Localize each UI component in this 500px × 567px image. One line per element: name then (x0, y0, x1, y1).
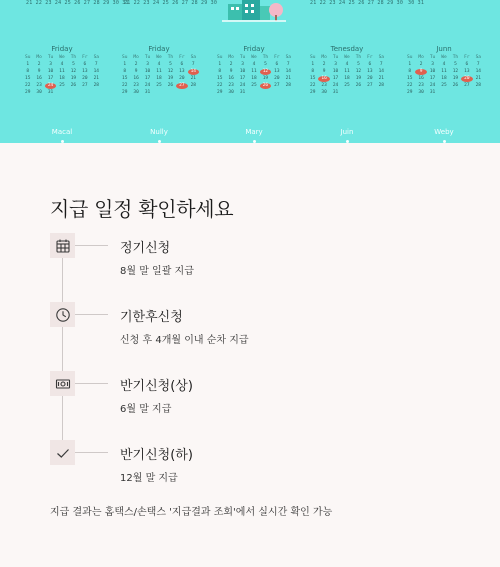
strip-3: 21 22 23 24 25 26 27 28 29 30 (310, 0, 404, 6)
strip-1: 21 22 23 24 25 26 27 28 29 30 31 (26, 0, 129, 6)
step-title: 반기신청(하) (120, 448, 193, 463)
mini-calendar-title: Junn (436, 45, 452, 53)
top-calendar-strip (0, 0, 500, 22)
step-connector (75, 383, 108, 384)
clock-icon (50, 302, 75, 327)
mini-calendar-grid: Su Mo Tu We Th Fr Sa 1 2 3 4 5 6 7 8 9 10 11 12 13 14 15 16 17 18 19 20 21 22 23 24 25 26 27 28 29 30 31 (25, 55, 99, 95)
mini-calendar-grid: Su Mo Tu We Th Fr Sa 1 2 3 4 5 6 7 8 9 10 11 12 13 14 15 16 17 18 19 20 21 22 23 24 25 26 27 28 29 30 31 (407, 55, 481, 95)
step-connector (75, 452, 108, 453)
person-label: Nully (150, 128, 168, 136)
person-dot (443, 140, 446, 143)
page-title: 지급 일정 확인하세요 (50, 197, 234, 221)
step-desc: 6월 말 지급 (120, 404, 172, 415)
step-desc: 8월 말 일괄 지급 (120, 266, 194, 277)
person-dot (346, 140, 349, 143)
mini-calendar (307, 45, 387, 96)
person-label: Macal (51, 128, 73, 136)
mini-calendar (22, 45, 102, 96)
mini-calendar-title: Friday (243, 45, 265, 53)
step-half-first (50, 371, 470, 415)
person-label: Juin (340, 128, 354, 136)
step-connector (75, 314, 108, 315)
step-late (50, 302, 470, 346)
footnote: 지급 결과는 홈택스/손택스 '지급결과 조회'에서 실시간 확인 가능 (50, 507, 333, 518)
building-illustration-icon (222, 0, 286, 22)
mini-calendar (214, 45, 294, 96)
calendar-icon (50, 233, 75, 258)
mini-calendar (119, 45, 199, 96)
mini-calendar-grid: Su Mo Tu We Th Fr Sa 1 2 3 4 5 6 7 8 9 10 11 12 13 14 15 16 17 18 19 20 21 22 23 24 25 26 27 28 29 30 31 (119, 55, 199, 96)
strip-2: 21 22 23 24 25 26 27 28 29 30 (124, 0, 218, 6)
mini-calendar-title: Friday (51, 45, 73, 53)
person-label: Weby (434, 128, 454, 136)
money-icon (50, 371, 75, 396)
step-desc: 12월 말 지급 (120, 473, 178, 484)
step-title: 기한후신청 (120, 310, 183, 325)
check-icon (50, 440, 75, 465)
step-connector (75, 245, 108, 246)
person-dot (61, 140, 64, 143)
person-dot (158, 140, 161, 143)
step-title: 반기신청(상) (120, 379, 193, 394)
mini-calendar-grid: Su Mo Tu We Th Fr Sa 1 2 3 4 5 6 7 8 9 10 11 12 13 14 15 16 17 18 19 20 21 22 23 24 25 26 27 28 29 30 31 (217, 55, 291, 95)
person-dot (253, 140, 256, 143)
calendar-banner (0, 0, 500, 143)
step-desc: 신청 후 4개월 이내 순차 지급 (120, 335, 249, 346)
mini-calendar (404, 45, 484, 96)
step-title: 정기신청 (120, 241, 171, 256)
strip-4: 30 31 (408, 0, 425, 6)
mini-calendar-grid: Su Mo Tu We Th Fr Sa 1 2 3 4 5 6 7 8 9 10 11 12 13 14 15 16 17 18 19 20 21 22 23 24 25 26 27 28 29 30 31 (310, 55, 384, 95)
mini-calendar-title: Tenesday (330, 45, 364, 53)
timeline-line (62, 246, 63, 460)
person-label: Mary (245, 128, 263, 136)
step-regular (50, 233, 470, 277)
mini-calendar-title: Friday (148, 45, 170, 53)
step-half-second (50, 440, 470, 484)
